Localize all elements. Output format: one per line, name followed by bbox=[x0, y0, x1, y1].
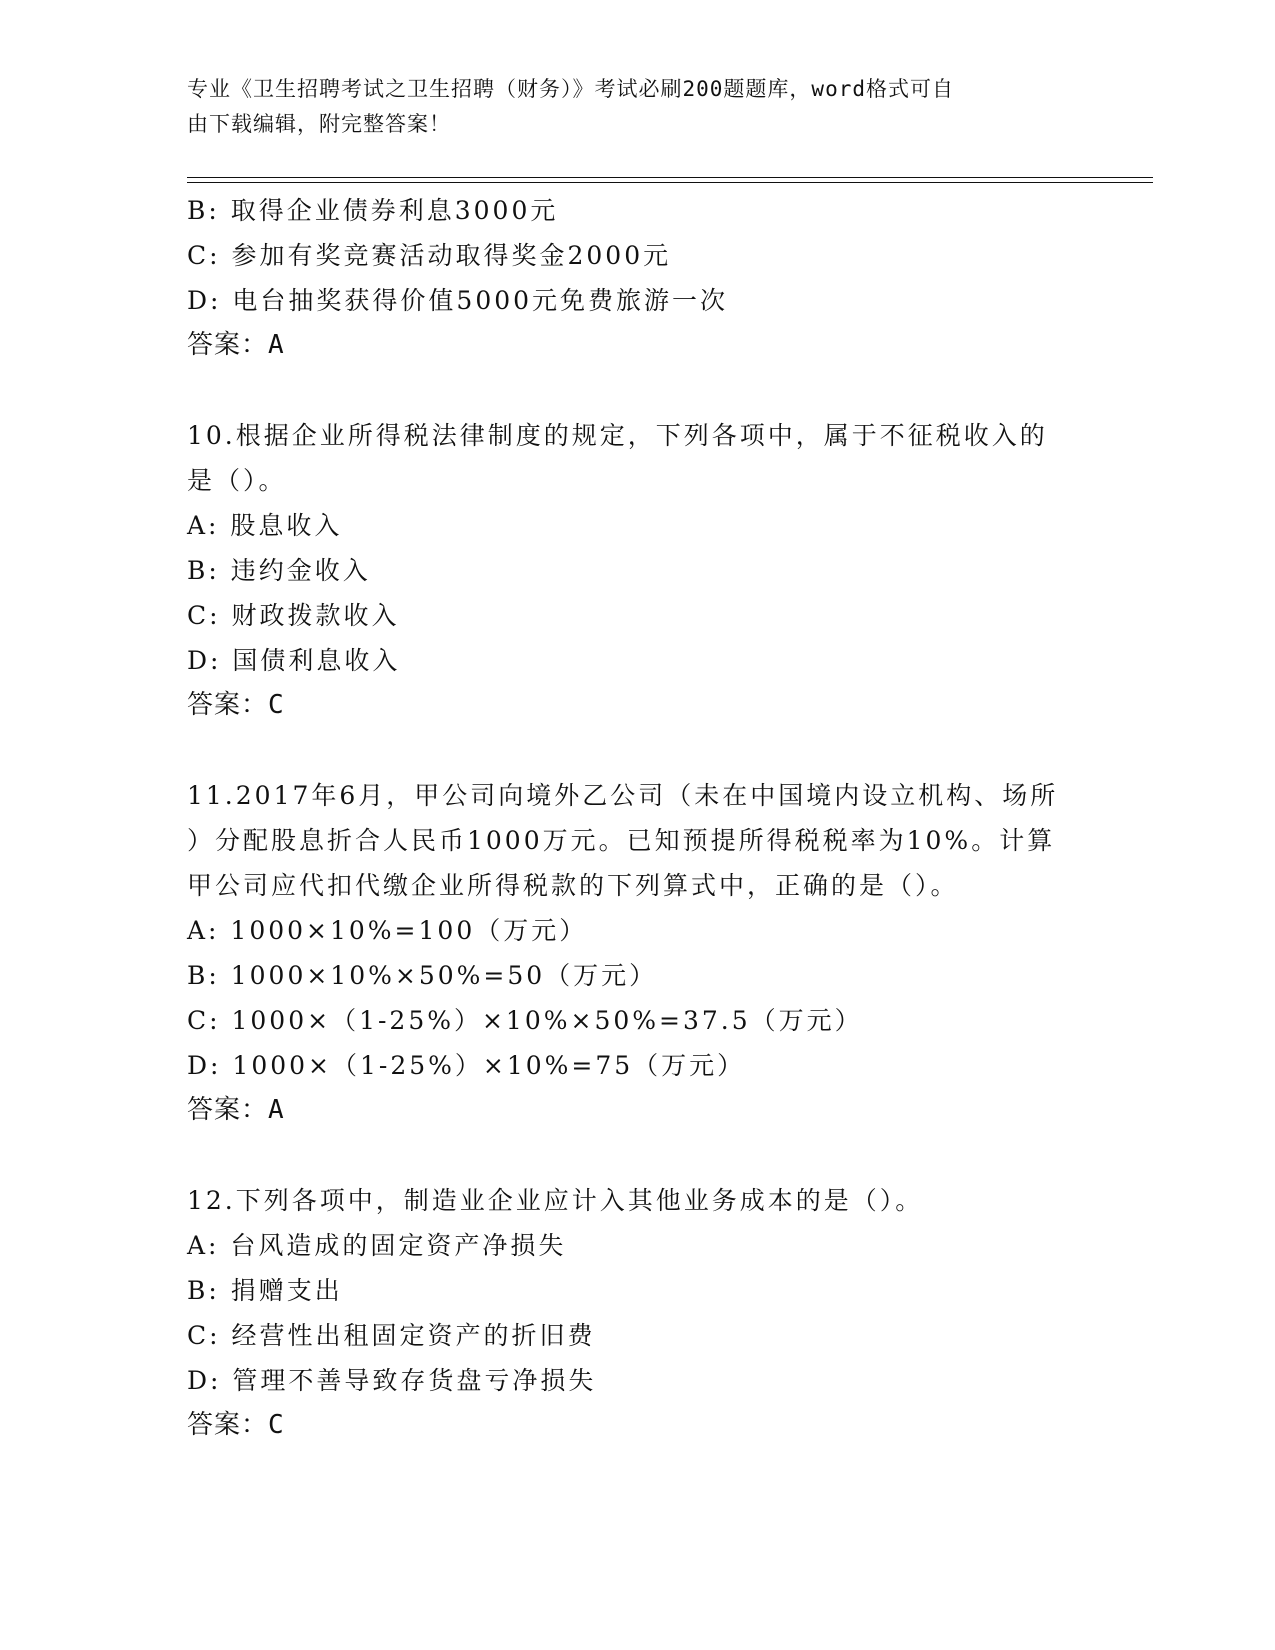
question-text-line: 甲公司应代扣代缴企业所得税款的下列算式中，正确的是（）。 bbox=[187, 871, 959, 900]
question-text-line: 是（）。 bbox=[187, 466, 287, 495]
option-b: B: 违约金收入 bbox=[187, 556, 371, 585]
question-block-10 bbox=[187, 413, 1087, 728]
question-block-9 bbox=[187, 188, 1087, 368]
option-c: C: 1000×（1-25%）×10%×50%=37.5（万元） bbox=[187, 1006, 863, 1035]
answer-line: 答案：A bbox=[187, 1095, 285, 1125]
question-list bbox=[187, 188, 1087, 1448]
option-d: D: 国债利息收入 bbox=[187, 646, 401, 675]
question-text-line: 10.根据企业所得税法律制度的规定，下列各项中，属于不征税收入的 bbox=[187, 421, 1048, 450]
option-a: A: 1000×10%=100（万元） bbox=[187, 916, 588, 945]
answer-line: 答案：C bbox=[187, 1410, 285, 1440]
header-line-1: 专业《卫生招聘考试之卫生招聘（财务）》考试必刷200题题库，word格式可自 bbox=[187, 77, 954, 101]
question-text-line: ）分配股息折合人民币1000万元。已知预提所得税税率为10%。计算 bbox=[187, 826, 1056, 855]
header-divider-bottom bbox=[187, 182, 1153, 183]
option-b: B: 1000×10%×50%=50（万元） bbox=[187, 961, 658, 990]
option-c: C: 参加有奖竞赛活动取得奖金2000元 bbox=[187, 241, 672, 270]
header-line-2: 由下载编辑，附完整答案！ bbox=[187, 112, 451, 136]
option-a: A: 台风造成的固定资产净损失 bbox=[187, 1231, 567, 1260]
document-header bbox=[187, 72, 1067, 142]
header-divider-top bbox=[187, 177, 1153, 178]
option-d: D: 1000×（1-25%）×10%=75（万元） bbox=[187, 1051, 746, 1080]
option-c: C: 财政拨款收入 bbox=[187, 601, 400, 630]
question-block-11 bbox=[187, 773, 1087, 1133]
option-d: D: 管理不善导致存货盘亏净损失 bbox=[187, 1366, 597, 1395]
option-d: D: 电台抽奖获得价值5000元免费旅游一次 bbox=[187, 286, 729, 315]
answer-line: 答案：A bbox=[187, 330, 285, 360]
option-b: B: 捐赠支出 bbox=[187, 1276, 343, 1305]
question-text-line: 11.2017年6月，甲公司向境外乙公司（未在中国境内设立机构、场所 bbox=[187, 781, 1059, 810]
option-c: C: 经营性出租固定资产的折旧费 bbox=[187, 1321, 596, 1350]
answer-line: 答案：C bbox=[187, 690, 285, 720]
question-text-line: 12.下列各项中，制造业企业应计入其他业务成本的是（）。 bbox=[187, 1186, 924, 1215]
option-a: A: 股息收入 bbox=[187, 511, 343, 540]
option-b: B: 取得企业债券利息3000元 bbox=[187, 196, 559, 225]
question-block-12 bbox=[187, 1178, 1087, 1448]
